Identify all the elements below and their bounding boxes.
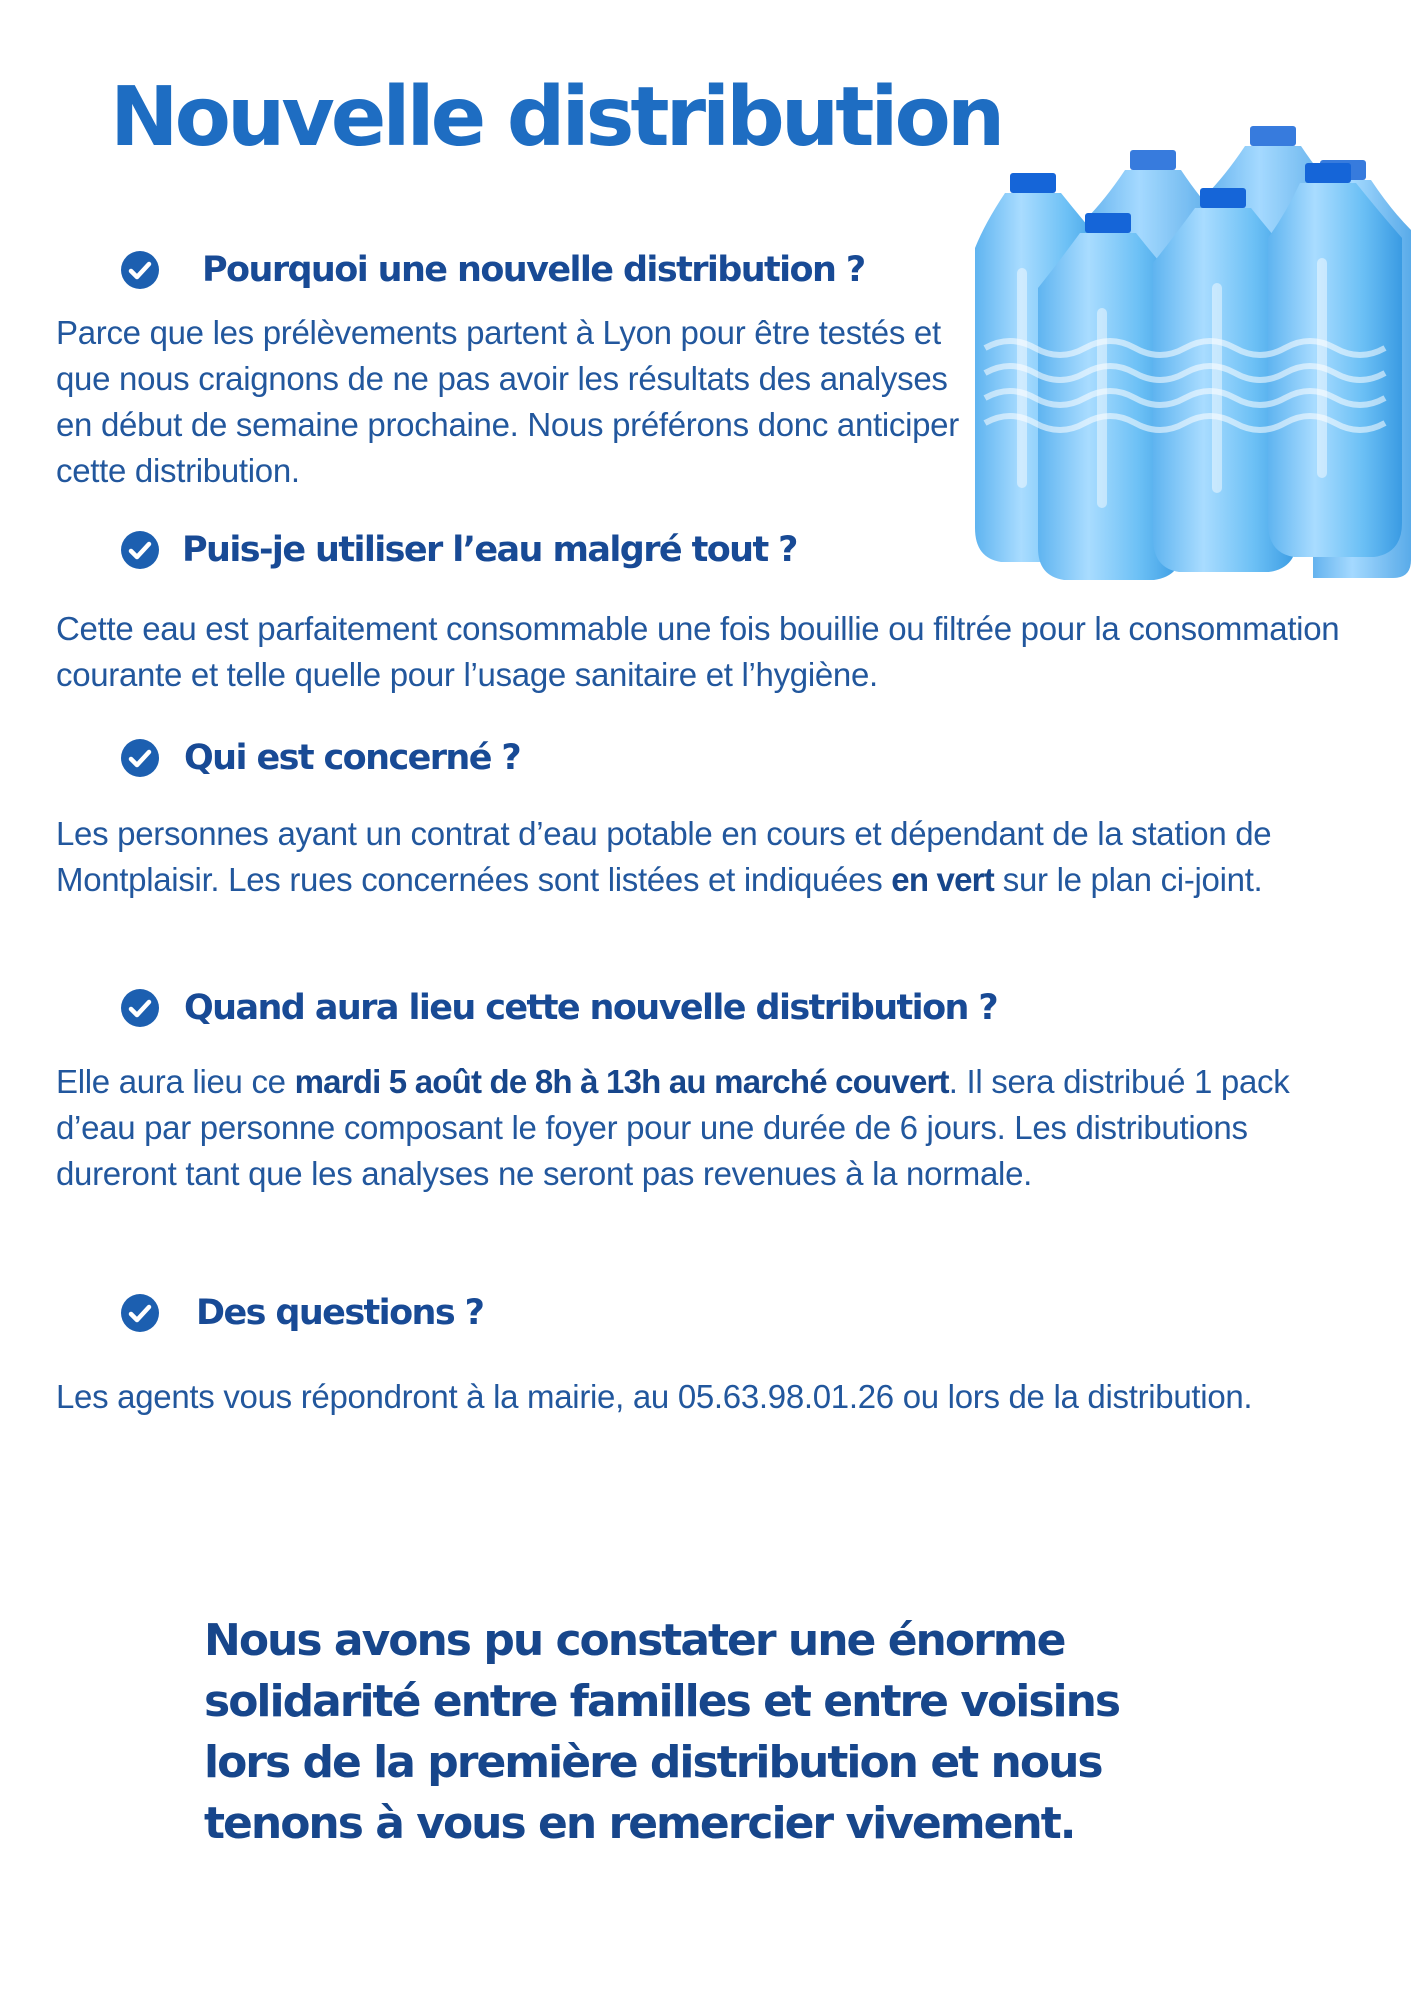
question-text: Des questions ? <box>196 1293 484 1333</box>
check-circle-icon <box>120 250 160 290</box>
water-bottles-pack-image <box>975 118 1414 588</box>
answer-text: Les agents vous répondront à la mairie, au 05.63.98.01.26 ou lors de la distribution. <box>56 1378 1253 1415</box>
section-heading-use-water <box>120 530 797 570</box>
section-heading-when <box>120 988 997 1028</box>
answer-text: Cette eau est parfaitement consommable une fois bouillie ou filtrée pour la consommation courante et telle quelle pour l’usage sanitaire et l’hygiène. <box>56 610 1340 693</box>
section-heading-concerned <box>120 738 520 778</box>
section-heading-questions <box>120 1293 483 1333</box>
question-text: Puis-je utiliser l’eau malgré tout ? <box>182 530 797 570</box>
question-text: Qui est concerné ? <box>184 738 521 778</box>
check-circle-icon <box>120 530 160 570</box>
question-text: Quand aura lieu cette nouvelle distribution ? <box>184 988 998 1028</box>
page-title: Nouvelle distribution <box>110 70 1002 165</box>
question-text: Pourquoi une nouvelle distribution ? <box>202 250 865 290</box>
highlight-date-location: mardi 5 août de 8h à 13h au marché couvert <box>294 1063 949 1100</box>
closing-message: Nous avons pu constater une énorme solidarité entre familles et entre voisins lors de la première distribution et nous tenons à vous en remercier vivement. <box>204 1615 1120 1849</box>
highlight-en-vert: en vert <box>891 861 994 898</box>
answer-text: Parce que les prélèvements partent à Lyon pour être testés et que nous craignons de ne pas avoir les résultats des analyses en début de semaine prochaine. Nous préférons donc anticiper cette distribution. <box>56 314 959 489</box>
section-heading-why <box>120 250 865 290</box>
check-circle-icon <box>120 988 160 1028</box>
answer-text: Les personnes ayant un contrat d’eau potable en cours et dépendant de la station de Montplaisir. Les rues concernées sont listées et indiquées en vert sur le plan ci-joint. <box>56 815 1272 898</box>
answer-text: Elle aura lieu ce mardi 5 août de 8h à 13h au marché couvert. Il sera distribué 1 pack d’eau par personne composant le foyer pour une durée de 6 jours. Les distributions dureront tant que les analyses ne seront pas revenues à la normale. <box>56 1063 1290 1192</box>
check-circle-icon <box>120 738 160 778</box>
check-circle-icon <box>120 1293 160 1333</box>
